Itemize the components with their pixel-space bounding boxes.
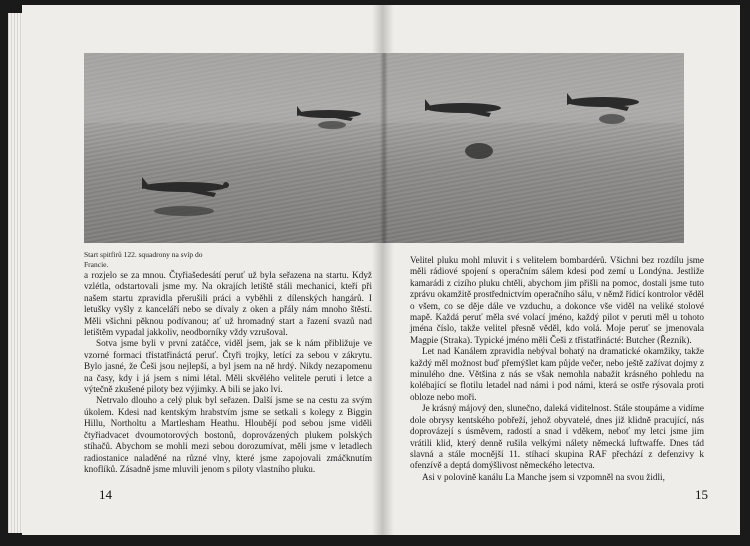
photo-caption: Start spitfirů 122. squadrony na svíp do Francie.: [84, 250, 203, 269]
paragraph: Asi v polovině kanálu La Manche jsem si vzpomněl na svou židli,: [422, 471, 665, 482]
paragraph: a rozjelo se za mnou. Čtyřiašedesátí peruť už byla seřazena na startu. Když vzlétla, odstartovali jsme my. Na okrajích letiště stáli mechanici, kteří při našem startu zpravidla přerušili práci a vyběhli z dílenských hangárů. I letušky vyšly z kanceláří nebo se dívaly z oken a přály nám mnoho štěstí. Měli všichni pěknou podívanou; ať už hromadný start a řazení svazů nad letištěm vypadal jakkoliv, neodborníky vždy vzrušoval.: [84, 270, 372, 338]
shadow-shape: [465, 143, 493, 159]
shadow-shape: [318, 121, 346, 129]
page-number-right: 15: [695, 487, 708, 502]
paragraph: Je krásný májový den, slunečno, daleká viditelnost. Stále stoupáme a vidíme dole obrysy kentského pobřeží, jehož obyvatelé, dnes již klidně pracující, nás doprovázejí s úsměvem, radostí a snad i vděkem, neboť my letci jsme jim vrátili klid, který denně rušila velkými nálety německá luftwaffe. Dnes tád slavná a stále mocnější 11. stíhací skupina RAF přechází z defenzivy k ofenzívě a deptá domýšlivost německého letectva.: [410, 403, 704, 471]
shadow-shape: [599, 114, 625, 124]
spitfire-icon: [142, 177, 229, 197]
paragraph: Netrvalo dlouho a celý pluk byl seřazen. Další jsme se na cestu za svým úkolem. Kdesi nad kentským hrabstvím jsme se setkali s kolegy z Biggin Hillu, Northoltu a Martlesham Heathu. Hloubějí pod sebou jsme viděli čtyřiadvacet dvoumotorových bostonů, doprovázených plukem polských stíhačů. Abychom se mohli mezi sebou dorozumívat, měli jsme v letadlech radiostanice naladěné na různé vlny, které jsme zapojovali zmáčknutím knoflíků. Zásadně jsme mluvili jenom s piloty vlastního pluku.: [84, 395, 372, 474]
shadow-shape: [154, 206, 214, 216]
right-page-text: [410, 255, 704, 483]
paragraph: Velitel pluku mohl mluvit i s velitelem bombardérů. Všichni bez rozdílu jsme měli rádiové spojení s operačním sálem kdesi pod zemí u Londýna. Jestliže kamarádi z cizího pluku chtěli, abychom jim přišli na pomoc, dostali jsme tuto zprávu okamžitě prostřednictvím operačního sálu, v němž řídící kontrolor věděl o všem, co se děje dále ve vzduchu, a dokonce vše viděl na veliké stolové mapě. Každá peruť měla své volací jméno, každý pilot v peruti měl u tohoto jména číslo, takže velitel přesně věděl, kdo volá. Moje peruť se jmenovala Magpie (Straka). Typické jméno měli Češi z třistatřinácté: Butcher (Řezník).: [410, 255, 704, 345]
paragraph: Sotva jsme byli v první zatáčce, viděl jsem, jak se k nám přibližuje ve vzorné formaci třistatřináctá peruť. Čtyři trojky, letící za sebou v zákrytu. Bylo jasné, že Češi jsou nejlepší, a byl jsem na ně hrdý. Nikdy nezapomenu na časy, kdy i já jsem s nimi létal. Měli skvělého velitele peruti i letce a výtečně zkušené piloty bez výjimky. A bili se jako lvi.: [84, 338, 372, 395]
paragraph: Let nad Kanálem zpravidla nebýval bohatý na dramatické okamžiky, takže každý měl možnost buď přemýšlet kam půjde večer, nebo ještě zažívat dojmy z minulého dne. Většina z nás se však nemohla nabažit krásného pohledu na kolébající se flotilu letadel nad námi i pod námi, která se ostře rýsovala proti obloze nebo moři.: [410, 346, 704, 402]
spitfire-photo: [84, 53, 684, 243]
left-page-text: [84, 270, 372, 475]
open-book: [22, 5, 740, 535]
page-number-left: 14: [99, 487, 112, 502]
